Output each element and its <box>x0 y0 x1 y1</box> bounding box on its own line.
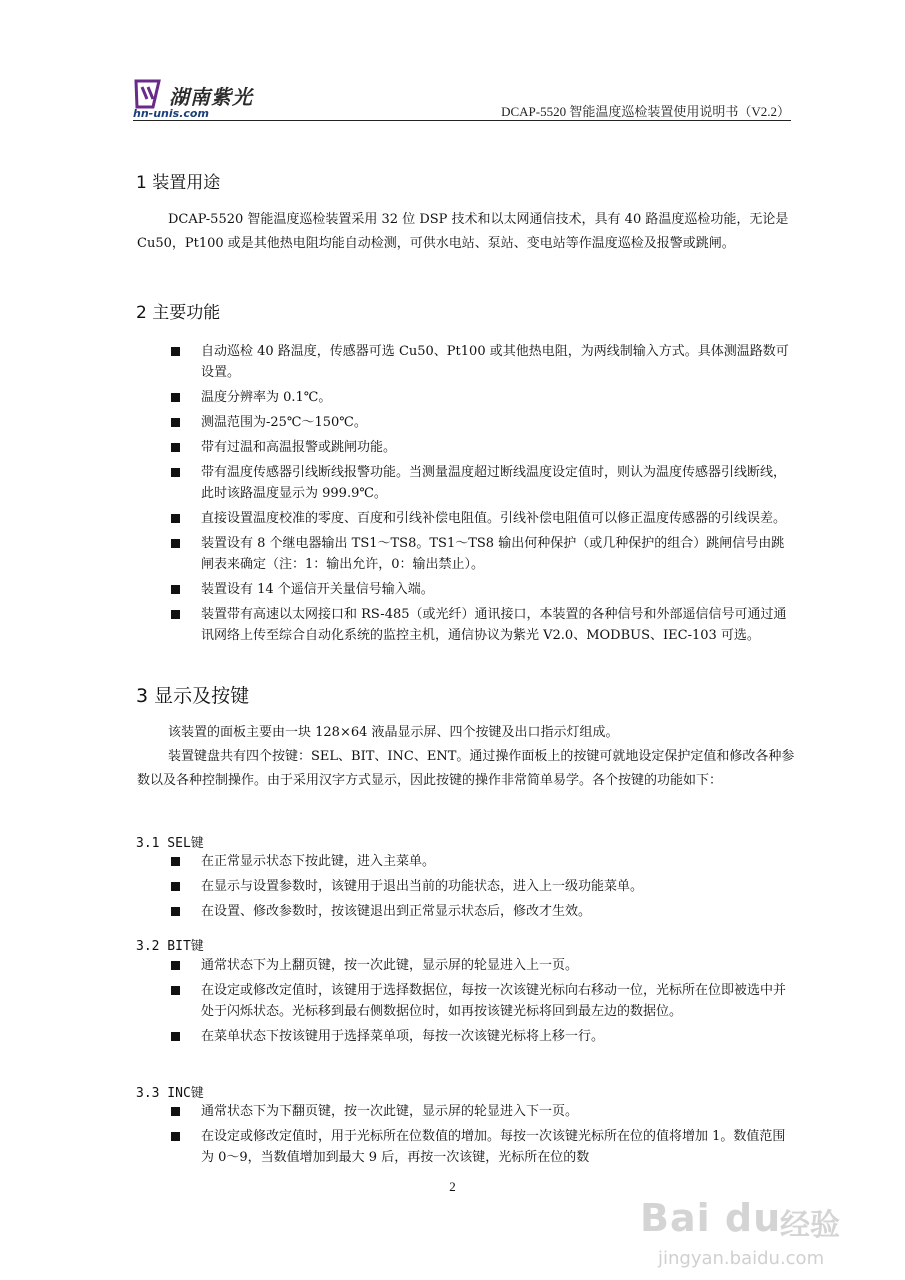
list-item: 温度分辨率为 0.1℃。 <box>169 387 797 408</box>
logo-mark-icon <box>133 77 163 111</box>
section-3-heading: 3 显示及按键 <box>136 685 250 707</box>
bullet-square-icon <box>171 1132 180 1141</box>
list-item: 在显示与设置参数时，该键用于退出当前的功能状态，进入上一级功能菜单。 <box>169 876 797 897</box>
inc-key-list <box>169 1101 797 1172</box>
bullet-square-icon <box>171 468 180 477</box>
bullet-square-icon <box>171 539 180 548</box>
list-item: 自动巡检 40 路温度，传感器可选 Cu50、Pt100 或其他热电阻，为两线制输入方式。具体测温路数可设置。 <box>169 341 797 383</box>
company-logo <box>133 77 273 123</box>
list-item: 在设定或修改定值时，用于光标所在位数值的增加。每按一次该键光标所在位的值将增加 1。数值范围为 0～9，当数值增加到最大 9 后，再按一次该键，光标所在位的数 <box>169 1126 797 1168</box>
bullet-square-icon <box>171 418 180 427</box>
list-item: 直接设置温度校准的零度、百度和引线补偿电阻值。引线补偿电阻值可以修正温度传感器的引线误差。 <box>169 508 797 529</box>
section-2-heading: 2 主要功能 <box>136 303 221 323</box>
bullet-square-icon <box>171 585 180 594</box>
bit-key-list <box>169 955 797 1051</box>
logo-url: hn-unis.com <box>133 107 209 120</box>
section-1-heading: 1 装置用途 <box>136 173 221 193</box>
bullet-square-icon <box>171 961 180 970</box>
page-number: 2 <box>449 1179 456 1194</box>
list-item: 测温范围为-25℃～150℃。 <box>169 412 797 433</box>
bullet-square-icon <box>171 443 180 452</box>
list-item: 带有过温和高温报警或跳闸功能。 <box>169 437 797 458</box>
list-item: 装置设有 14 个遥信开关量信号输入端。 <box>169 579 797 600</box>
watermark-url: jingyan.baidu.com <box>658 1248 825 1269</box>
bullet-square-icon <box>171 986 180 995</box>
sel-key-heading: 3.1 SEL键 <box>136 836 204 851</box>
bullet-square-icon <box>171 610 180 619</box>
baidu-watermark <box>640 1196 865 1276</box>
bullet-square-icon <box>171 1032 180 1041</box>
bit-key-heading: 3.2 BIT键 <box>136 939 204 954</box>
list-item: 通常状态下为下翻页键，按一次此键，显示屏的轮显进入下一页。 <box>169 1101 797 1122</box>
list-item: 带有温度传感器引线断线报警功能。当测量温度超过断线温度设定值时，则认为温度传感器引线断线，此时该路温度显示为 999.9℃。 <box>169 462 797 504</box>
section-3-paragraph-1: 该装置的面板主要由一块 128×64 液晶显示屏、四个按键及出口指示灯组成。 <box>168 725 619 740</box>
header-divider <box>133 120 791 121</box>
inc-key-heading: 3.3 INC键 <box>136 1086 204 1101</box>
watermark-text: 经验 <box>780 1208 840 1243</box>
section-1-paragraph: DCAP-5520 智能温度巡检装置采用 32 位 DSP 技术和以太网通信技术，具有 40 路温度巡检功能，无论是 Cu50，Pt100 或是其他热电阻均能自动检测，可供水电站、泵站、变电站等作温度巡检及报警或跳闸。 <box>137 212 789 251</box>
list-item: 在正常显示状态下按此键，进入主菜单。 <box>169 851 797 872</box>
list-item: 在设置、修改参数时，按该键退出到正常显示状态后，修改才生效。 <box>169 901 797 922</box>
sel-key-list <box>169 851 797 926</box>
watermark-logo: Bai du <box>640 1196 782 1240</box>
list-item: 在设定或修改定值时，该键用于选择数据位，每按一次该键光标向右移动一位，光标所在位即被选中并处于闪烁状态。光标移到最右侧数据位时，如再按该键光标将回到最左边的数据位。 <box>169 980 797 1022</box>
list-item: 在菜单状态下按该键用于选择菜单项，每按一次该键光标将上移一行。 <box>169 1026 797 1047</box>
bullet-square-icon <box>171 514 180 523</box>
bullet-square-icon <box>171 857 180 866</box>
list-item: 装置设有 8 个继电器输出 TS1～TS8。TS1～TS8 输出何种保护（或几种保护的组合）跳闸信号由跳闸表来确定（注：1：输出允许，0：输出禁止）。 <box>169 533 797 575</box>
bullet-square-icon <box>171 347 180 356</box>
logo-company-name: 湖南紫光 <box>169 85 253 109</box>
bullet-square-icon <box>171 907 180 916</box>
bullet-square-icon <box>171 882 180 891</box>
section-3-paragraph-2: 装置键盘共有四个按键：SEL、BIT、INC、ENT。通过操作面板上的按键可就地设定保护定值和修改各种参数以及各种控制操作。由于采用汉字方式显示，因此按键的操作非常简单易学。各个按键的功能如下： <box>137 749 795 788</box>
document-title: DCAP-5520 智能温度巡检装置使用说明书（V2.2） <box>501 104 790 119</box>
bullet-square-icon <box>171 1107 180 1116</box>
list-item: 通常状态下为上翻页键，按一次此键，显示屏的轮显进入上一页。 <box>169 955 797 976</box>
bullet-square-icon <box>171 393 180 402</box>
list-item: 装置带有高速以太网接口和 RS-485（或光纤）通讯接口，本装置的各种信号和外部遥信信号可通过通讯网络上传至综合自动化系统的监控主机，通信协议为紫光 V2.0、MODBUS、IEC-103 可选。 <box>169 604 797 646</box>
section-2-feature-list <box>169 341 797 650</box>
